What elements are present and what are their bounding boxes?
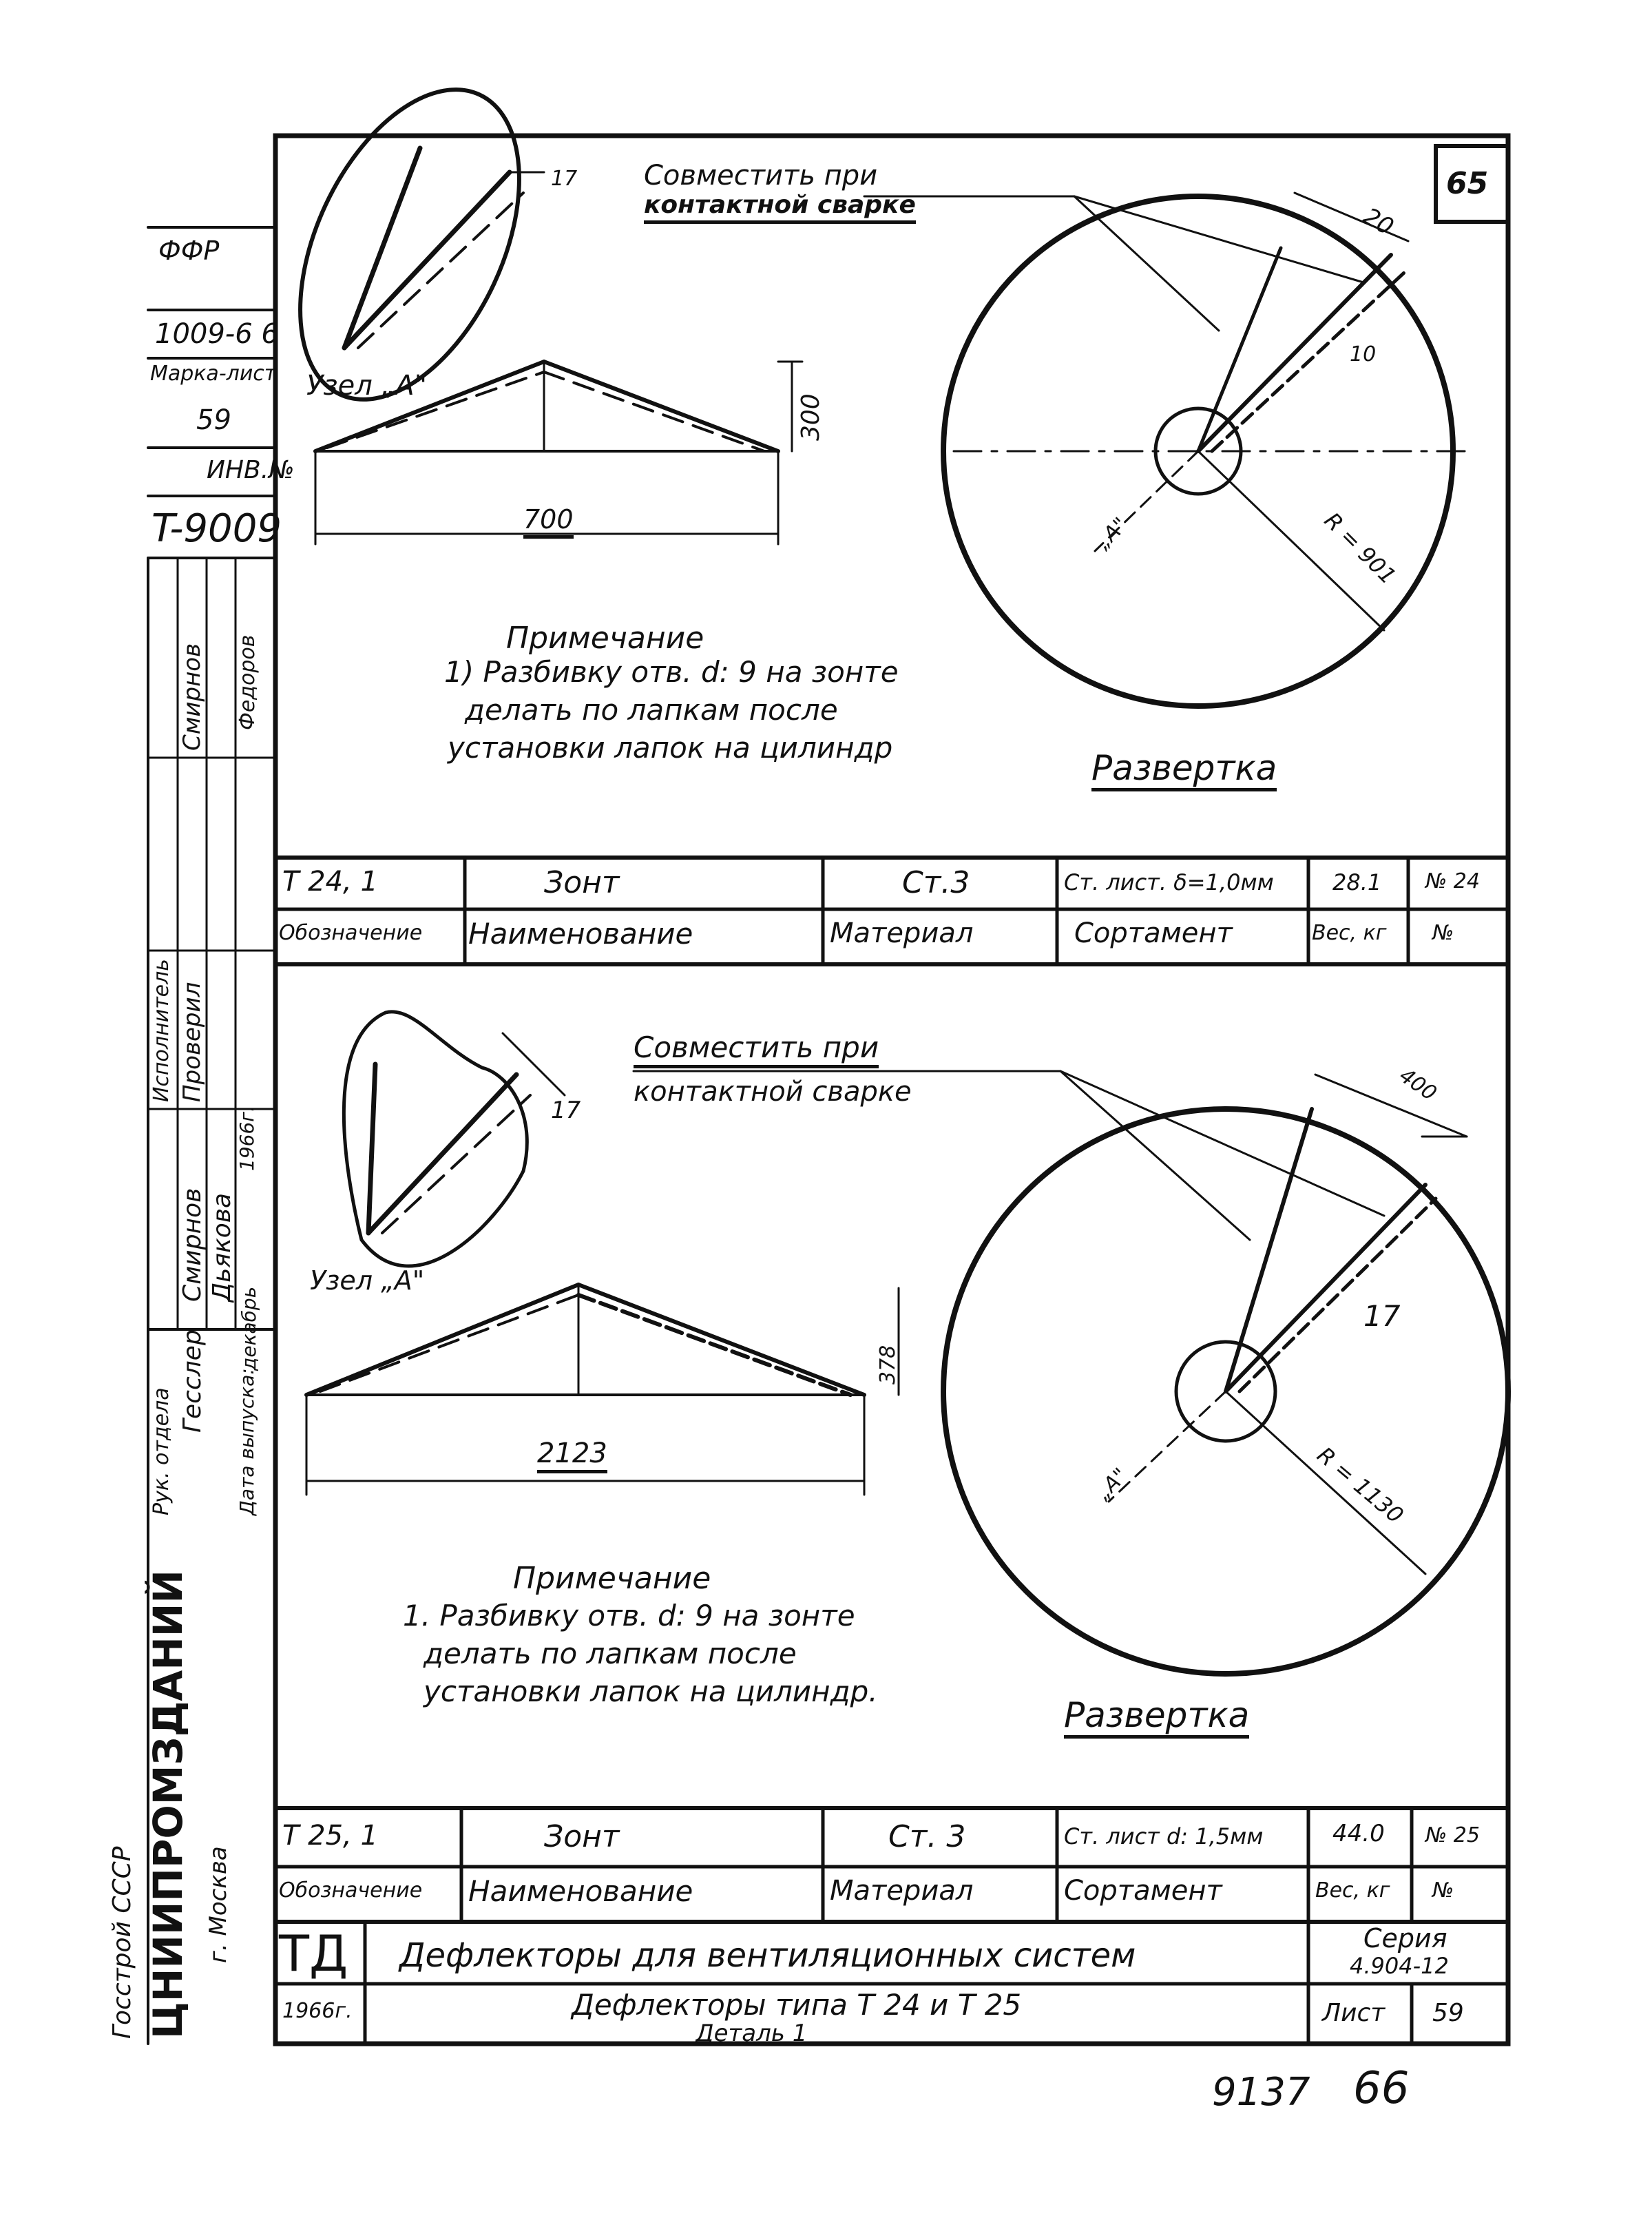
title-sheet-label: Лист (1322, 1999, 1386, 2027)
t1-h-weight: Вес, кг (1312, 921, 1387, 945)
bottom-height-dim: 378 (876, 1345, 900, 1385)
top-node-dim: 17 (551, 167, 578, 191)
title-series-label: Серия (1363, 1923, 1447, 1953)
top-width-dim: 700 (523, 506, 574, 539)
t1-weight: 28.1 (1332, 869, 1382, 895)
sig-role-executor: Исполнитель (149, 959, 174, 1102)
stamp-inv-label: ИНВ.№ (207, 456, 295, 484)
t2-material: Ст. 3 (888, 1819, 966, 1854)
t2-weight: 44.0 (1332, 1820, 1385, 1847)
title-series-value: 4.904-12 (1350, 1953, 1449, 1979)
sig-name-2: Смирнов (178, 1188, 207, 1302)
sheet-corner-number: 65 (1446, 166, 1489, 201)
title-logo: ТД (279, 1925, 348, 1982)
t2-name: Зонт (544, 1819, 620, 1854)
top-weld-note-line2: контактной сварке (644, 193, 916, 224)
bottom-note-line-2: делать по лапкам после (424, 1637, 797, 1670)
org-line-2: ЦНИИПРОМЗДАНИЙ (145, 1570, 191, 2039)
bottom-note-line-3: установки лапок на цилиндр. (424, 1675, 878, 1708)
sig-role-fedorov: Федоров (236, 634, 260, 730)
title-subtitle-2: Деталь 1 (696, 2020, 808, 2047)
title-main: Дефлекторы для вентиляционных систем (399, 1936, 1136, 1975)
sig-name-smirnov-top: Смирнов (178, 643, 206, 751)
t2-h-weight: Вес, кг (1315, 1878, 1390, 1903)
top-a-label: „А" (1091, 512, 1133, 554)
t1-h-designation: Обозначение (279, 921, 423, 945)
t1-h-material: Материал (830, 917, 974, 949)
top-node-label: Узел „А" (306, 370, 428, 402)
t2-h-material: Материал (830, 1875, 974, 1907)
top-radius-label: R = 901 (1319, 507, 1401, 590)
top-dim-10: 10 (1350, 342, 1377, 366)
bottom-width-dim: 2123 (537, 1440, 607, 1473)
t1-name: Зонт (544, 865, 620, 900)
t2-h-number: № (1432, 1878, 1454, 1903)
sig-role-checked: Проверил (178, 982, 206, 1102)
stamp-top-label: ФФР (158, 236, 220, 266)
bottom-node-label: Узел „А" (310, 1265, 425, 1296)
stamp-marka-value: 59 (196, 404, 231, 436)
sig-name-3: Дьякова (208, 1192, 236, 1302)
top-razvertka: Развертка (1091, 751, 1277, 791)
top-note-line-2: делать по лапкам после (465, 693, 838, 727)
top-dim-20: 20 (1358, 202, 1399, 242)
top-note-title: Примечание (506, 621, 704, 656)
bottom-razvertka: Развертка (1064, 1698, 1249, 1739)
t2-number: № 25 (1425, 1823, 1480, 1847)
top-note-line-3: установки лапок на цилиндр (448, 731, 893, 765)
bottom-weld-note-line2: контактной сварке (634, 1076, 912, 1108)
t2-h-name: Наименование (468, 1874, 693, 1908)
bottom-node-dim: 17 (551, 1097, 581, 1124)
sig-year: 1966г. (236, 1106, 258, 1171)
t1-sortament: Ст. лист. δ=1,0мм (1064, 869, 1274, 895)
title-sheet-value: 59 (1432, 1999, 1464, 2027)
sig-role-1: Рук. отдела (149, 1387, 174, 1515)
t2-sortament: Ст. лист d: 1,5мм (1064, 1823, 1264, 1849)
bottom-radius-label: R = 1130 (1312, 1441, 1409, 1529)
bottom-note-title: Примечание (513, 1561, 711, 1596)
bottom-weld-note-line1: Совместить при (634, 1033, 879, 1068)
top-note-line-1: 1) Разбивку отв. d: 9 на зонте (444, 655, 899, 689)
title-subtitle-1: Дефлекторы типа Т 24 и Т 25 (572, 1988, 1022, 2022)
bottom-dim-17: 17 (1363, 1299, 1401, 1333)
sig-name-1: Гесслер (178, 1329, 207, 1433)
t1-material: Ст.3 (902, 865, 970, 900)
sig-date-value: декабрь (238, 1286, 260, 1371)
t1-h-sortament: Сортамент (1074, 917, 1233, 949)
bottom-number-left: 9137 (1212, 2070, 1310, 2115)
t2-h-designation: Обозначение (279, 1878, 423, 1903)
title-year: 1966г. (282, 1999, 353, 2023)
bottom-a-label: „А" (1091, 1463, 1133, 1505)
t2-designation: T 25, 1 (282, 1820, 378, 1852)
t1-h-number: № (1432, 921, 1454, 945)
org-line-3: г. Москва (205, 1846, 232, 1963)
t2-h-sortament: Сортамент (1064, 1875, 1222, 1907)
bottom-dim-top: 400 (1394, 1063, 1441, 1106)
bottom-number-right: 66 (1353, 2063, 1410, 2114)
org-line-1: Госстрой СССР (108, 1846, 136, 2039)
bottom-note-line-1: 1. Разбивку отв. d: 9 на зонте (403, 1599, 855, 1632)
stamp-code: 1009-6 6 (155, 318, 279, 350)
stamp-inv-value: T-9009 (151, 506, 282, 551)
t1-number: № 24 (1425, 869, 1480, 893)
top-height-dim: 300 (797, 393, 825, 441)
stamp-marka-label: Марка-лист (150, 362, 277, 386)
top-weld-note-line1: Совместить при (644, 160, 878, 191)
t1-h-name: Наименование (468, 917, 693, 951)
sig-date-label: Дата выпуска: (236, 1368, 258, 1515)
t1-designation: T 24, 1 (282, 866, 378, 898)
